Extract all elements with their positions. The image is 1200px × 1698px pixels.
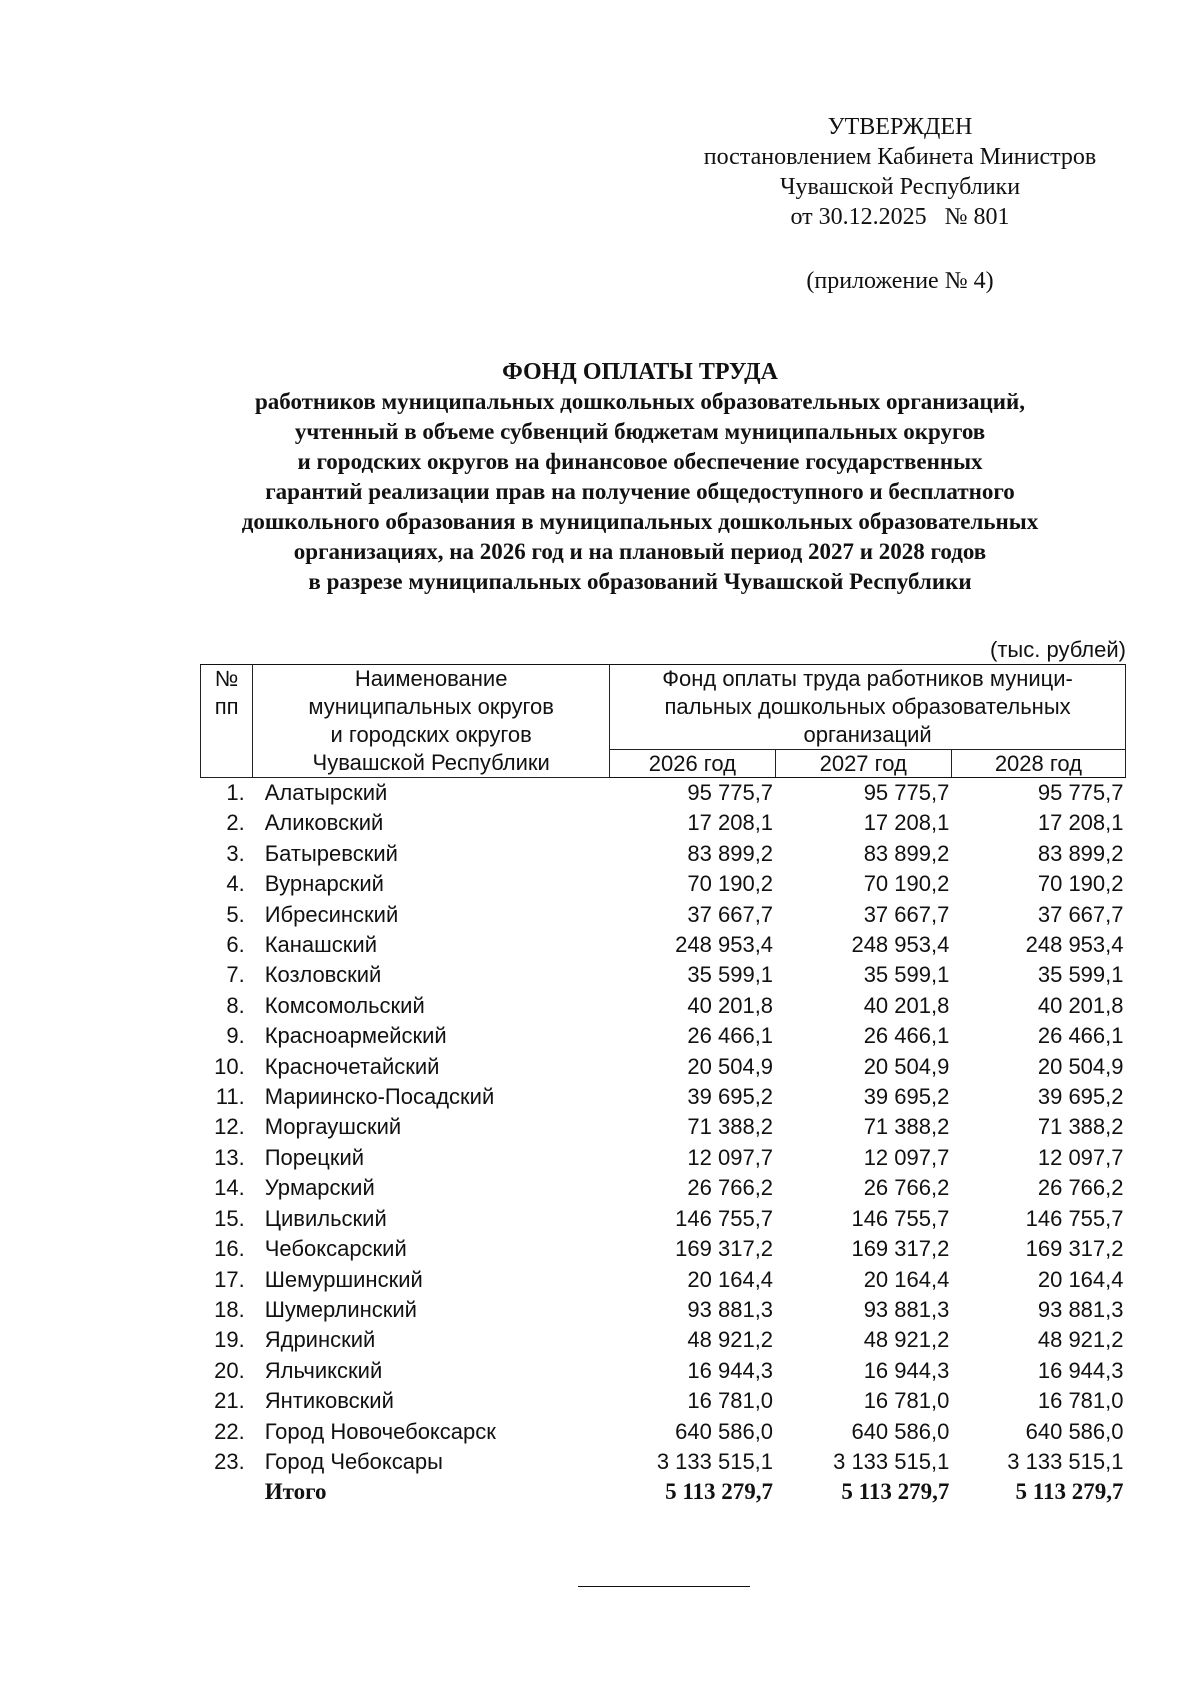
row-value-2028: 93 881,3 xyxy=(1037,1296,1124,1322)
approval-line: Чувашской Республики xyxy=(779,174,1021,200)
row-name: Ибресинский xyxy=(264,901,399,927)
row-number: 8. xyxy=(226,992,245,1018)
table-row xyxy=(201,1021,1126,1051)
table-row xyxy=(201,1356,1126,1386)
header-fund xyxy=(610,665,1126,750)
table-row xyxy=(201,1417,1126,1447)
table-row xyxy=(201,1204,1126,1234)
approval-line: УТВЕРЖДЕН xyxy=(827,114,973,140)
row-name: Яльчикский xyxy=(264,1357,383,1383)
approval-line: от 30.12.2025 № 801 xyxy=(790,204,1010,230)
row-value-2026: 83 899,2 xyxy=(687,840,774,866)
header-fund-line: Фонд оплаты труда работников муници- xyxy=(662,666,1073,691)
row-name: Вурнарский xyxy=(264,871,384,897)
title-line: учтенный в объеме субвенций бюджетам муниципальных округов xyxy=(294,419,986,444)
table-row xyxy=(201,1325,1126,1355)
title-line: дошкольного образования в муниципальных дошкольных образовательных xyxy=(241,509,1039,534)
row-value-2028: 20 504,9 xyxy=(1037,1053,1124,1079)
table-row xyxy=(201,1052,1126,1082)
row-name: Аликовский xyxy=(264,810,384,836)
row-value-2026: 70 190,2 xyxy=(687,871,774,897)
row-value-2027: 146 755,7 xyxy=(851,1205,950,1231)
table-row xyxy=(201,1447,1126,1477)
table-row xyxy=(201,960,1126,990)
row-value-2028: 26 766,2 xyxy=(1037,1175,1124,1201)
row-value-2028: 169 317,2 xyxy=(1025,1236,1124,1262)
row-number: 11. xyxy=(215,1084,245,1110)
table-row xyxy=(201,808,1126,838)
title-line: работников муниципальных дошкольных образовательных организаций, xyxy=(254,389,1026,414)
row-value-2027: 40 201,8 xyxy=(863,992,950,1018)
row-name: Мариинско-Посадский xyxy=(264,1084,495,1110)
row-name: Красноармейский xyxy=(264,1023,447,1049)
row-number: 1. xyxy=(226,780,245,805)
row-value-2027: 26 466,1 xyxy=(863,1023,950,1049)
table-row xyxy=(201,839,1126,869)
row-name: Порецкий xyxy=(264,1144,365,1170)
header-name-line: и городских округов xyxy=(330,722,532,747)
row-number: 10. xyxy=(214,1053,245,1079)
table-header-row xyxy=(201,665,1126,750)
row-value-2028: 640 586,0 xyxy=(1025,1418,1124,1444)
row-value-2026: 39 695,2 xyxy=(687,1084,774,1110)
row-value-2028: 26 466,1 xyxy=(1037,1023,1124,1049)
row-number: 23. xyxy=(214,1448,245,1474)
total-value-2026: 5 113 279,7 xyxy=(665,1479,774,1505)
row-value-2027: 70 190,2 xyxy=(863,871,950,897)
row-value-2027: 93 881,3 xyxy=(863,1296,950,1322)
row-value-2028: 35 599,1 xyxy=(1037,962,1124,988)
header-fund-line: организаций xyxy=(803,722,932,747)
row-value-2028: 40 201,8 xyxy=(1037,992,1124,1018)
total-number xyxy=(201,1477,253,1507)
row-value-2026: 16 781,0 xyxy=(687,1388,774,1414)
row-value-2026: 248 953,4 xyxy=(675,932,774,958)
table-row xyxy=(201,930,1126,960)
row-value-2027: 35 599,1 xyxy=(863,962,950,988)
table-row xyxy=(201,1265,1126,1295)
row-value-2028: 83 899,2 xyxy=(1037,840,1124,866)
row-value-2026: 640 586,0 xyxy=(675,1418,774,1444)
title-line: организациях, на 2026 год и на плановый период 2027 и 2028 годов xyxy=(293,539,987,564)
row-number: 20. xyxy=(214,1357,245,1383)
row-value-2027: 20 164,4 xyxy=(863,1266,950,1292)
row-value-2028: 146 755,7 xyxy=(1025,1205,1124,1231)
table-row xyxy=(201,991,1126,1021)
row-name: Шумерлинский xyxy=(264,1296,417,1322)
table-row xyxy=(201,869,1126,899)
row-value-2028: 37 667,7 xyxy=(1037,901,1124,927)
row-value-2027: 16 781,0 xyxy=(863,1388,950,1414)
row-value-2026: 93 881,3 xyxy=(687,1296,774,1322)
row-value-2027: 12 097,7 xyxy=(863,1144,950,1170)
row-name: Цивильский xyxy=(264,1205,387,1231)
table-row xyxy=(201,1295,1126,1325)
table-row xyxy=(201,1082,1126,1112)
row-name: Урмарский xyxy=(264,1175,375,1201)
row-value-2027: 26 766,2 xyxy=(863,1175,950,1201)
table-row xyxy=(201,900,1126,930)
row-name: Город Новочебоксарск xyxy=(264,1418,496,1444)
row-value-2028: 17 208,1 xyxy=(1037,810,1124,836)
row-value-2028: 248 953,4 xyxy=(1025,932,1124,958)
row-value-2027: 95 775,7 xyxy=(863,780,950,805)
row-number: 17. xyxy=(214,1266,245,1292)
row-name: Шемуршинский xyxy=(264,1266,423,1292)
row-value-2028: 3 133 515,1 xyxy=(1007,1448,1124,1474)
row-value-2028: 95 775,7 xyxy=(1037,780,1124,805)
row-value-2028: 16 944,3 xyxy=(1037,1357,1124,1383)
row-name: Красночетайский xyxy=(264,1053,440,1079)
row-value-2028: 48 921,2 xyxy=(1037,1327,1124,1353)
row-value-2027: 83 899,2 xyxy=(863,840,950,866)
row-number: 15. xyxy=(214,1205,245,1231)
row-number: 21. xyxy=(214,1388,245,1414)
row-value-2027: 16 944,3 xyxy=(863,1357,950,1383)
row-name: Чебоксарский xyxy=(264,1236,407,1262)
row-value-2026: 20 504,9 xyxy=(687,1053,774,1079)
approval-line: постановлением Кабинета Министров xyxy=(703,144,1097,170)
row-number: 14. xyxy=(214,1175,245,1201)
row-name: Алатырский xyxy=(264,780,388,805)
title-line: в разрезе муниципальных образований Чувашской Республики xyxy=(308,569,972,594)
row-value-2028: 71 388,2 xyxy=(1037,1114,1124,1140)
row-number: 6. xyxy=(226,932,245,958)
row-number: 7. xyxy=(226,962,245,988)
wage-fund-table xyxy=(200,664,1126,1508)
total-value-2028: 5 113 279,7 xyxy=(1015,1479,1124,1505)
table-body xyxy=(201,778,1126,1508)
row-number: 16. xyxy=(214,1236,245,1262)
total-row xyxy=(201,1477,1126,1507)
table-row xyxy=(201,1386,1126,1416)
row-value-2027: 71 388,2 xyxy=(863,1114,950,1140)
row-value-2026: 17 208,1 xyxy=(687,810,774,836)
header-year-2026: 2026 год xyxy=(610,750,775,778)
table-row xyxy=(201,1234,1126,1264)
header-fund-line: пальных дошкольных образовательных xyxy=(664,694,1071,719)
row-number: 2. xyxy=(226,810,245,836)
row-value-2027: 17 208,1 xyxy=(863,810,950,836)
row-value-2028: 20 164,4 xyxy=(1037,1266,1124,1292)
row-name: Батыревский xyxy=(264,840,398,866)
table-row xyxy=(201,1173,1126,1203)
row-value-2027: 248 953,4 xyxy=(851,932,950,958)
annex-label: (приложение № 4) xyxy=(806,268,994,294)
row-name: Канашский xyxy=(264,932,378,958)
units-label: (тыс. рублей) xyxy=(990,637,1126,662)
header-number-line: пп xyxy=(214,694,239,719)
row-value-2026: 48 921,2 xyxy=(687,1327,774,1353)
row-value-2028: 12 097,7 xyxy=(1037,1144,1124,1170)
header-year-2027: 2027 год xyxy=(775,750,951,778)
row-value-2026: 26 766,2 xyxy=(687,1175,774,1201)
row-value-2026: 37 667,7 xyxy=(687,901,774,927)
title-line: и городских округов на финансовое обеспечение государственных xyxy=(297,449,983,474)
row-number: 22. xyxy=(214,1418,245,1444)
title-line: гарантий реализации прав на получение общедоступного и бесплатного xyxy=(265,479,1015,504)
row-number: 13. xyxy=(214,1144,245,1170)
row-value-2028: 16 781,0 xyxy=(1037,1388,1124,1414)
row-name: Ядринский xyxy=(264,1327,376,1353)
end-divider xyxy=(578,1586,750,1587)
row-number: 19. xyxy=(214,1327,245,1353)
row-value-2026: 26 466,1 xyxy=(687,1023,774,1049)
row-number: 3. xyxy=(226,840,245,866)
row-value-2027: 39 695,2 xyxy=(863,1084,950,1110)
row-value-2027: 640 586,0 xyxy=(851,1418,950,1444)
header-number xyxy=(201,665,253,778)
row-value-2026: 16 944,3 xyxy=(687,1357,774,1383)
header-name-line: муниципальных округов xyxy=(308,694,554,719)
row-value-2028: 70 190,2 xyxy=(1037,871,1124,897)
row-value-2028: 39 695,2 xyxy=(1037,1084,1124,1110)
row-value-2027: 3 133 515,1 xyxy=(833,1448,950,1474)
header-year-2028: 2028 год xyxy=(951,750,1125,778)
row-value-2026: 169 317,2 xyxy=(675,1236,774,1262)
row-value-2027: 169 317,2 xyxy=(851,1236,950,1262)
total-value-2027: 5 113 279,7 xyxy=(841,1479,950,1505)
row-value-2026: 12 097,7 xyxy=(687,1144,774,1170)
title-main: ФОНД ОПЛАТЫ ТРУДА xyxy=(502,359,778,385)
row-value-2026: 146 755,7 xyxy=(675,1205,774,1231)
table-row xyxy=(201,778,1126,809)
header-name-line: Наименование xyxy=(354,666,508,691)
row-number: 9. xyxy=(226,1023,245,1049)
row-value-2026: 40 201,8 xyxy=(687,992,774,1018)
row-name: Комсомольский xyxy=(264,992,425,1018)
row-value-2026: 20 164,4 xyxy=(687,1266,774,1292)
total-label: Итого xyxy=(264,1479,327,1505)
row-name: Моргаушский xyxy=(264,1114,402,1140)
approval-stamp xyxy=(660,112,1140,232)
table-row xyxy=(201,1143,1126,1173)
row-value-2026: 35 599,1 xyxy=(687,962,774,988)
row-name: Козловский xyxy=(264,962,382,988)
row-value-2026: 71 388,2 xyxy=(687,1114,774,1140)
row-number: 5. xyxy=(226,901,245,927)
row-value-2027: 48 921,2 xyxy=(863,1327,950,1353)
row-value-2026: 95 775,7 xyxy=(687,780,774,805)
row-value-2026: 3 133 515,1 xyxy=(656,1448,774,1474)
row-name: Янтиковский xyxy=(264,1388,394,1414)
row-value-2027: 37 667,7 xyxy=(863,901,950,927)
table-row xyxy=(201,1112,1126,1142)
header-name-line: Чувашской Республики xyxy=(312,750,550,775)
header-name xyxy=(253,665,610,778)
row-number: 18. xyxy=(214,1296,245,1322)
row-number: 12. xyxy=(214,1114,245,1140)
document-title xyxy=(150,357,1130,597)
row-value-2027: 20 504,9 xyxy=(863,1053,950,1079)
header-number-line: № xyxy=(214,666,239,691)
row-number: 4. xyxy=(226,871,245,897)
row-name: Город Чебоксары xyxy=(264,1448,443,1474)
